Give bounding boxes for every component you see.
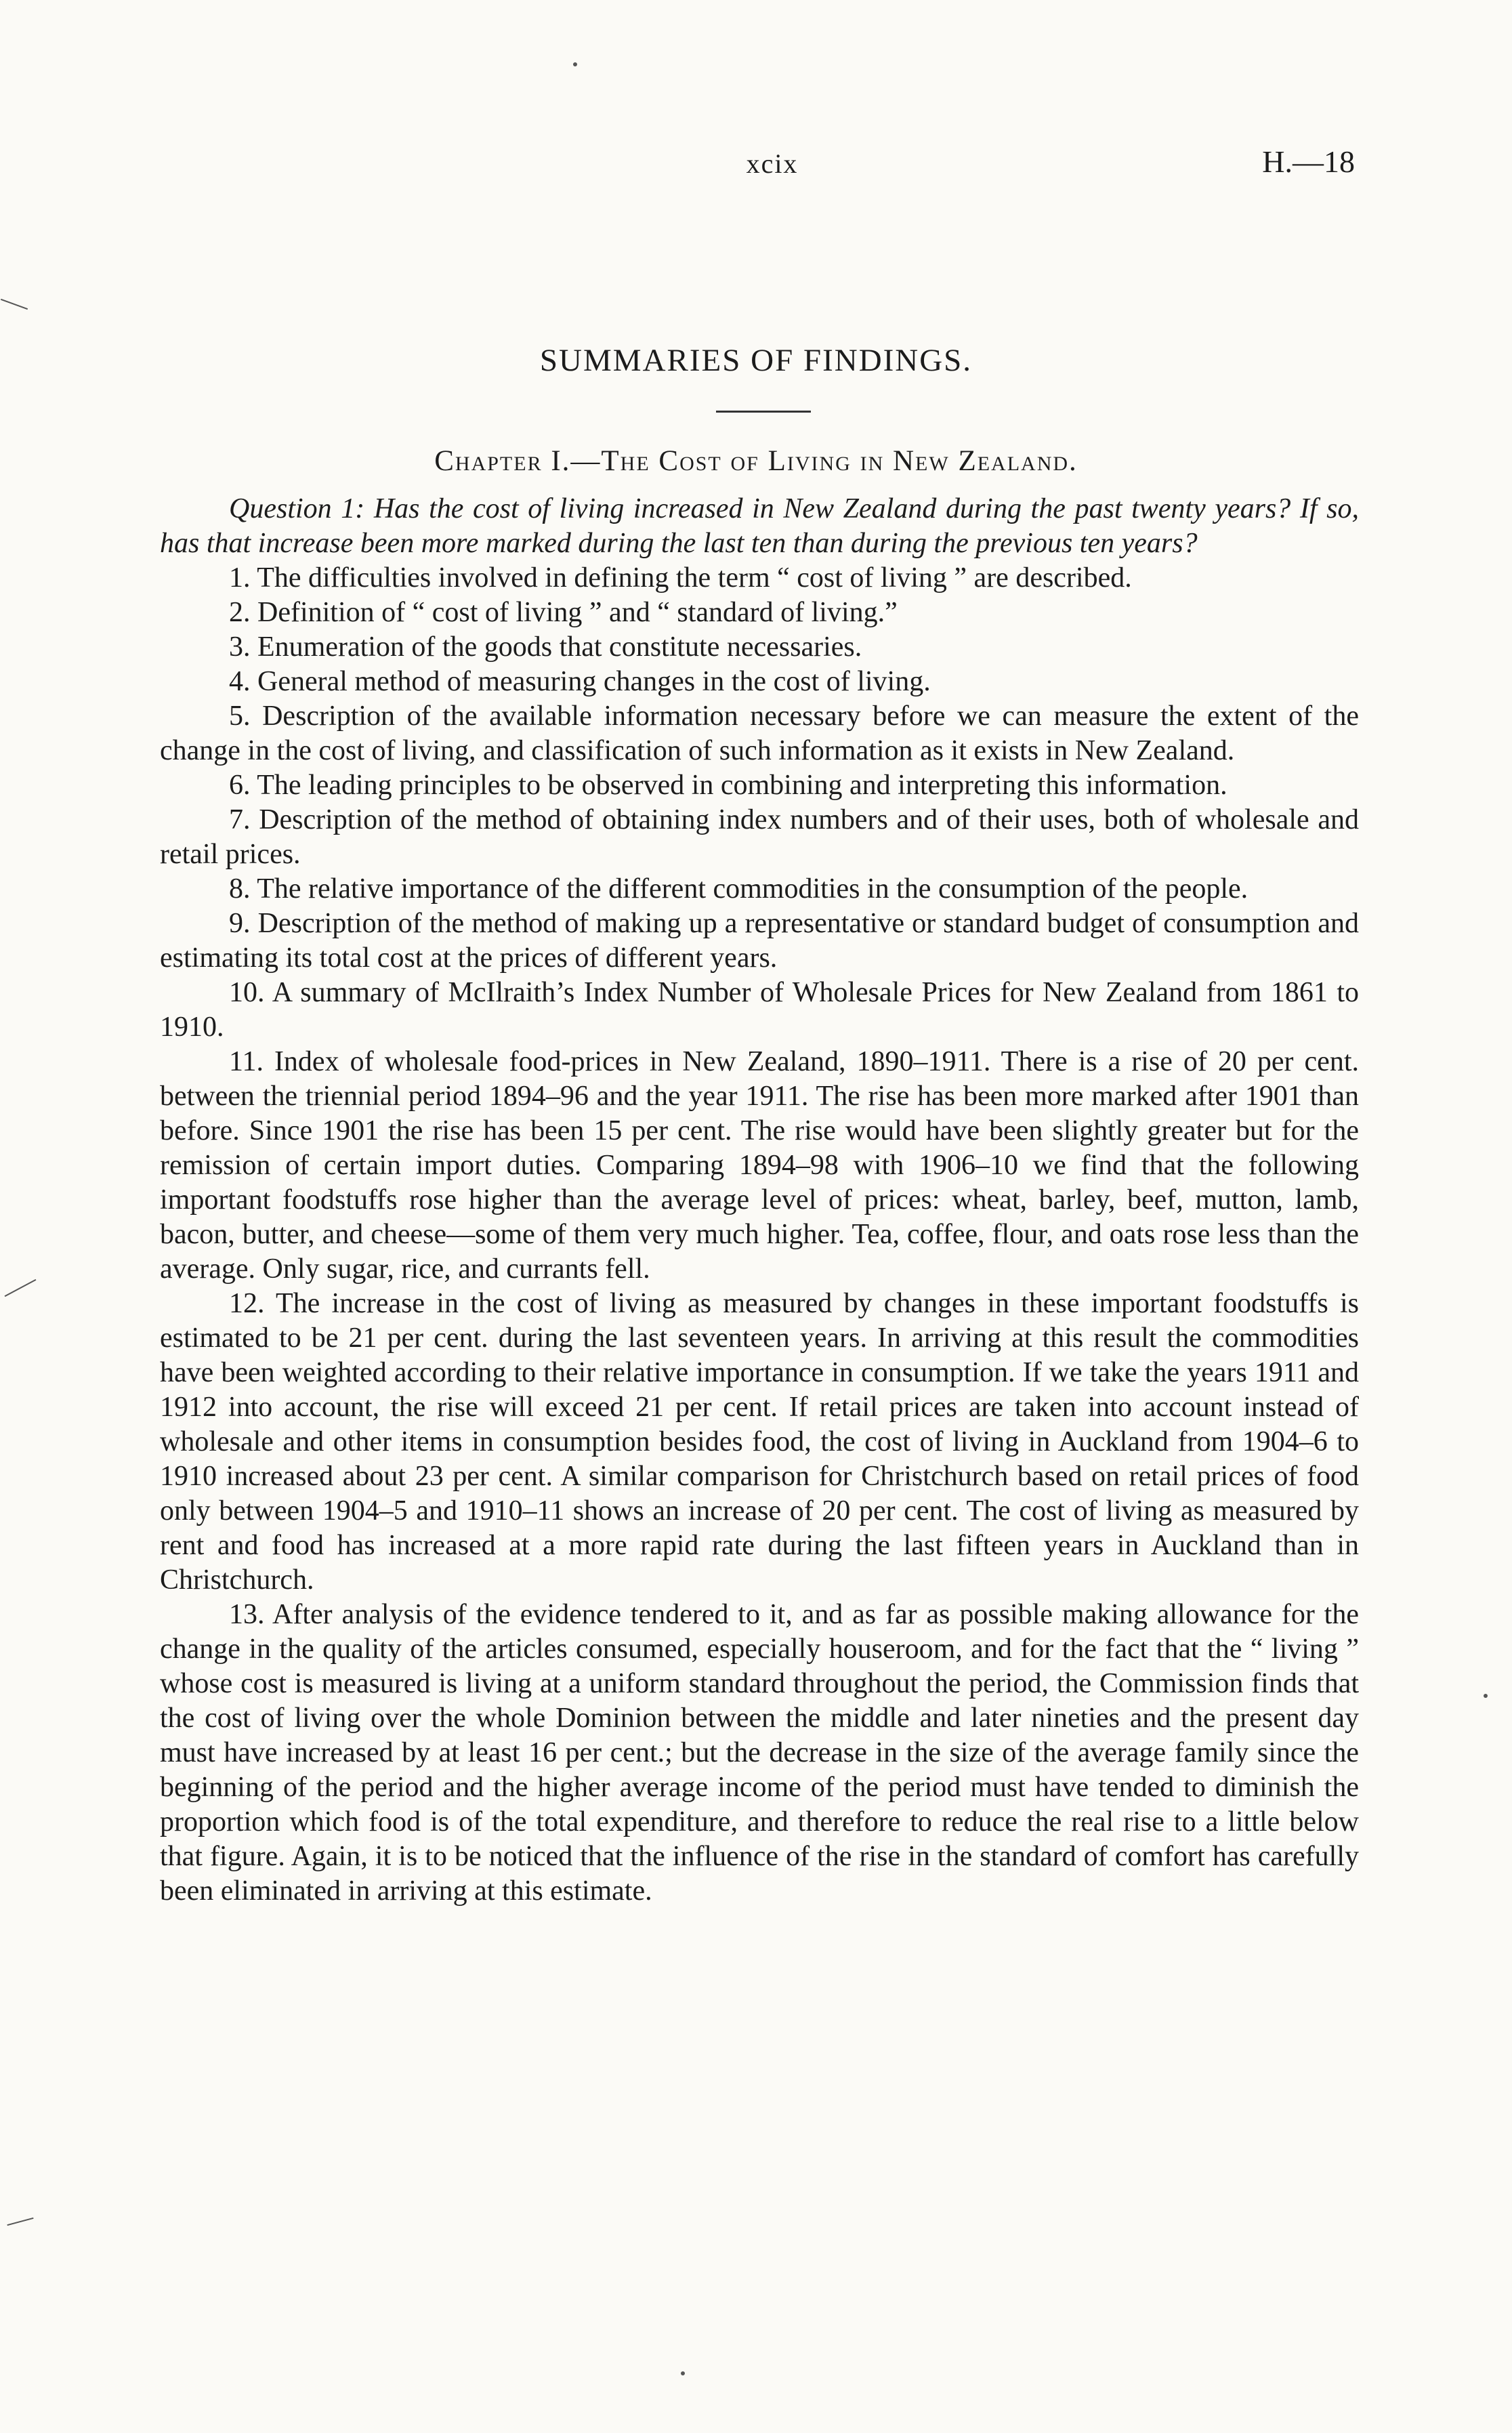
scan-dot bbox=[1484, 1694, 1488, 1698]
finding-2: 2. Definition of “ cost of living ” and “ standard of living.” bbox=[229, 597, 898, 628]
finding-10: 10. A summary of McIlraith’s Index Number of Wholesale Prices for New Zealand from 1861 to 1910. bbox=[160, 977, 1359, 1043]
title-rule bbox=[716, 411, 811, 413]
finding-11: 11. Index of wholesale food-prices in New Zealand, 1890–1911. There is a rise of 20 per cent. between the triennial period 1894–96 and the year 1911. The rise has been more marked after 1901 than before. Since 1901 the rise has been 15 per cent. The rise would have been slightly greater but for the remission of certain import duties. Comparing 1894–98 with 1906–10 we find that the following important foodstuffs rose higher than the average level of prices: wheat, barley, beef, mutton, lamb, bacon, butter, and cheese—some of them very much higher. Tea, coffee, flour, and oats rose less than the average. Only sugar, rice, and currants fell. bbox=[160, 1046, 1359, 1285]
scan-dot bbox=[573, 62, 577, 66]
page-title: SUMMARIES OF FINDINGS. bbox=[539, 343, 973, 378]
finding-8: 8. The relative importance of the different commodities in the consumption of the people. bbox=[229, 873, 1248, 904]
finding-6: 6. The leading principles to be observed in combining and interpreting this information. bbox=[229, 770, 1227, 801]
margin-mark bbox=[7, 2218, 33, 2226]
finding-7: 7. Description of the method of obtaining index numbers and of their uses, both of wholesale and retail prices. bbox=[160, 804, 1359, 870]
question: Question 1: Has the cost of living increased in New Zealand during the past twenty years? If so, has that increase been more marked during the last ten than during the previous ten years? bbox=[160, 493, 1359, 559]
page-number: xcix bbox=[746, 148, 799, 179]
series-number: H.—18 bbox=[1262, 144, 1355, 179]
margin-mark bbox=[1, 299, 28, 310]
scan-dot bbox=[681, 2371, 685, 2375]
finding-12: 12. The increase in the cost of living as measured by changes in these important foodstuffs is estimated to be 21 per cent. during the last seventeen years. In arriving at this result the commodities have been weighted according to their relative importance in consumption. If we take the years 1911 and 1912 into account, the rise will exceed 21 per cent. If retail prices are taken into account instead of wholesale and other items in consumption besides food, the cost of living in Auckland from 1904–6 to 1910 increased about 23 per cent. A similar comparison for Christchurch based on retail prices of food only between 1904–5 and 1910–11 shows an increase of 20 per cent. The cost of living as measured by rent and food has increased at a more rapid rate during the last fifteen years in Auckland than in Christchurch. bbox=[160, 1288, 1359, 1596]
finding-5: 5. Description of the available information necessary before we can measure the extent of the change in the cost of living, and classification of such information as it exists in New Zealand. bbox=[160, 701, 1359, 766]
finding-1: 1. The difficulties involved in defining the term “ cost of living ” are described. bbox=[229, 562, 1132, 594]
chapter-heading: Chapter I.—The Cost of Living in New Zealand. bbox=[434, 445, 1078, 477]
finding-3: 3. Enumeration of the goods that constitute necessaries. bbox=[229, 631, 862, 663]
body-text bbox=[160, 492, 1359, 1909]
finding-4: 4. General method of measuring changes in the cost of living. bbox=[229, 666, 931, 697]
finding-9: 9. Description of the method of making up a representative or standard budget of consumption and estimating its total cost at the prices of different years. bbox=[160, 908, 1359, 974]
margin-mark bbox=[5, 1279, 37, 1297]
finding-13: 13. After analysis of the evidence tendered to it, and as far as possible making allowance for the change in the quality of the articles consumed, especially houseroom, and for the fact that the “ living ” whose cost is measured is living at a uniform standard throughout the period, the Commission finds that the cost of living over the whole Dominion between the middle and later nineties and the present day must have increased by at least 16 per cent.; but the decrease in the size of the average family since the beginning of the period and the higher average income of the period must have tended to diminish the proportion which food is of the total expenditure, and therefore to reduce the real rise to a little below that figure. Again, it is to be noticed that the influence of the rise in the standard of comfort has carefully been eliminated in arriving at this estimate. bbox=[160, 1599, 1359, 1907]
